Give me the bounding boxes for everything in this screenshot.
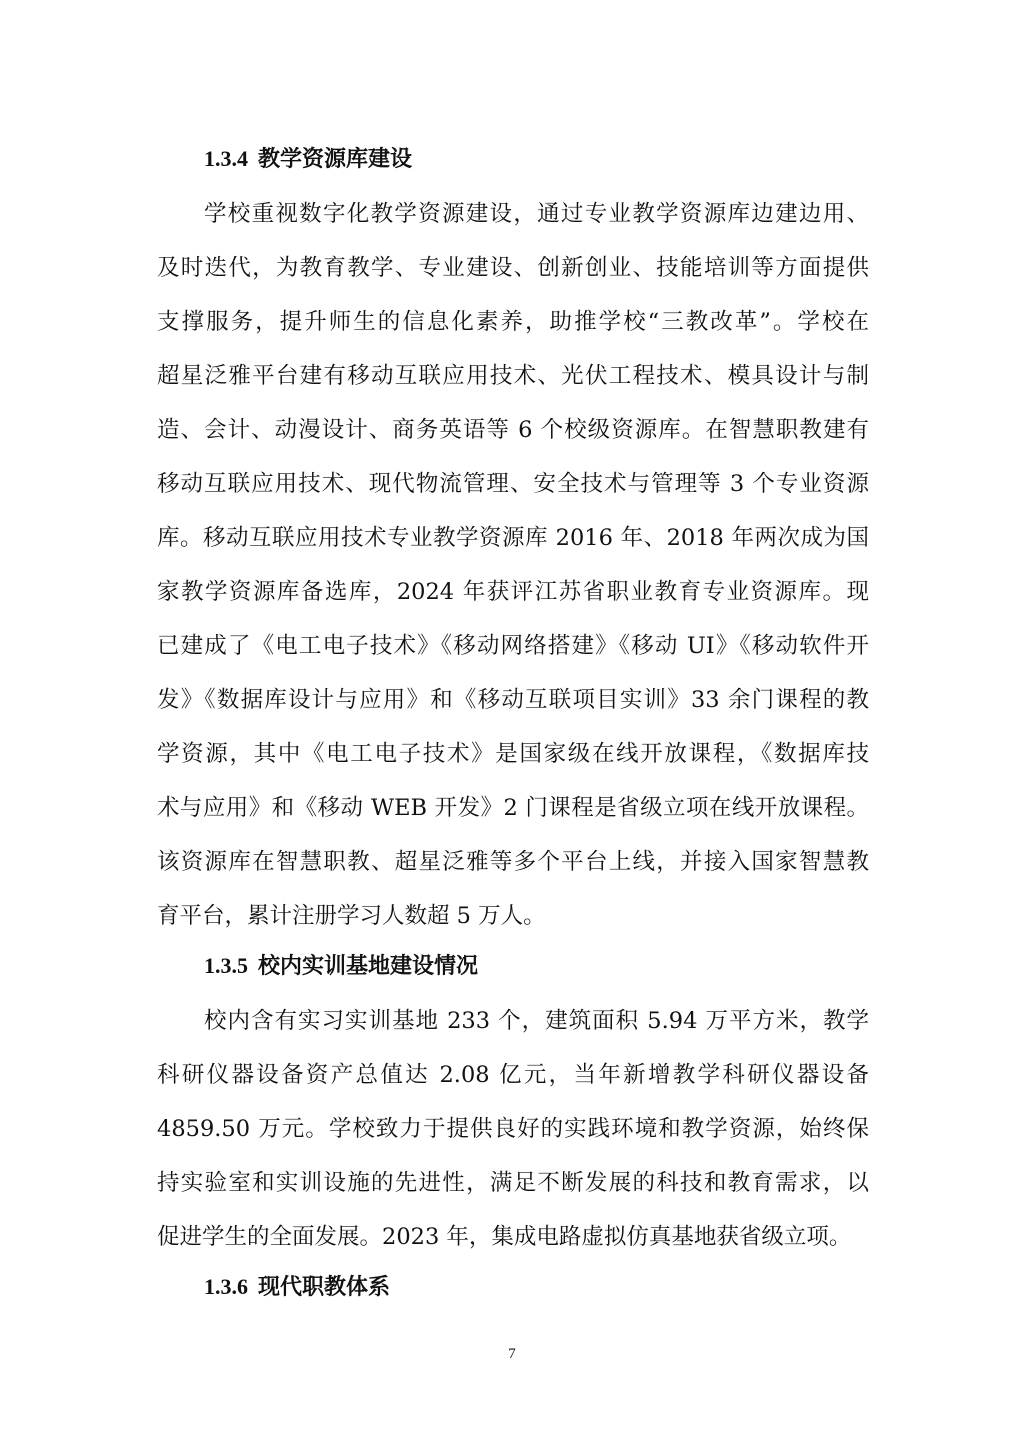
paragraph-line: 已建成了《电工电子技术》《移动网络搭建》《移动 UI》《移动软件开 — [157, 633, 869, 659]
section-title: 现代职教体系 — [258, 1274, 391, 1300]
paragraph-line: 造、会计、动漫设计、商务英语等 6 个校级资源库。在智慧职教建有 — [157, 417, 869, 443]
section-title: 教学资源库建设 — [258, 146, 413, 172]
paragraph-line: 4859.50 万元。学校致力于提供良好的实践环境和教学资源，始终保 — [157, 1116, 869, 1142]
paragraph-line: 育平台，累计注册学习人数超 5 万人。 — [157, 903, 546, 929]
paragraph-line: 发》《数据库设计与应用》和《移动互联项目实训》33 余门课程的教 — [157, 687, 869, 713]
paragraph-line: 超星泛雅平台建有移动互联应用技术、光伏工程技术、模具设计与制 — [157, 363, 869, 389]
paragraph-line: 持实验室和实训设施的先进性，满足不断发展的科技和教育需求，以 — [157, 1170, 869, 1196]
section-heading-1-3-5 — [204, 950, 844, 982]
page-number: 7 — [508, 1346, 516, 1362]
paragraph-line: 移动互联应用技术、现代物流管理、安全技术与管理等 3 个专业资源 — [157, 471, 869, 497]
paragraph-line: 家教学资源库备选库，2024 年获评江苏省职业教育专业资源库。现 — [157, 579, 869, 605]
section-number: 1.3.4 — [204, 146, 248, 171]
paragraph-line: 术与应用》和《移动 WEB 开发》2 门课程是省级立项在线开放课程。 — [157, 795, 869, 821]
section-number: 1.3.6 — [204, 1274, 248, 1299]
paragraph-line: 促进学生的全面发展。2023 年，集成电路虚拟仿真基地获省级立项。 — [157, 1224, 852, 1250]
paragraph-line: 该资源库在智慧职教、超星泛雅等多个平台上线，并接入国家智慧教 — [157, 849, 869, 875]
paragraph-line: 校内含有实习实训基地 233 个，建筑面积 5.94 万平方米，教学 — [204, 1008, 869, 1034]
paragraph-line: 及时迭代，为教育教学、专业建设、创新创业、技能培训等方面提供 — [157, 255, 869, 281]
paragraph-line: 科研仪器设备资产总值达 2.08 亿元，当年新增教学科研仪器设备 — [157, 1062, 869, 1088]
section-heading-1-3-6 — [204, 1271, 844, 1303]
paragraph-line: 库。移动互联应用技术专业教学资源库 2016 年、2018 年两次成为国 — [157, 525, 869, 551]
section-number: 1.3.5 — [204, 953, 248, 978]
paragraph-line: 学资源，其中《电工电子技术》是国家级在线开放课程，《数据库技 — [157, 741, 869, 767]
paragraph-line: 支撑服务，提升师生的信息化素养，助推学校“三教改革”。学校在 — [157, 309, 869, 335]
paragraph-line: 学校重视数字化教学资源建设，通过专业教学资源库边建边用、 — [204, 201, 869, 227]
section-title: 校内实训基地建设情况 — [258, 953, 479, 979]
section-heading-1-3-4 — [204, 143, 844, 175]
